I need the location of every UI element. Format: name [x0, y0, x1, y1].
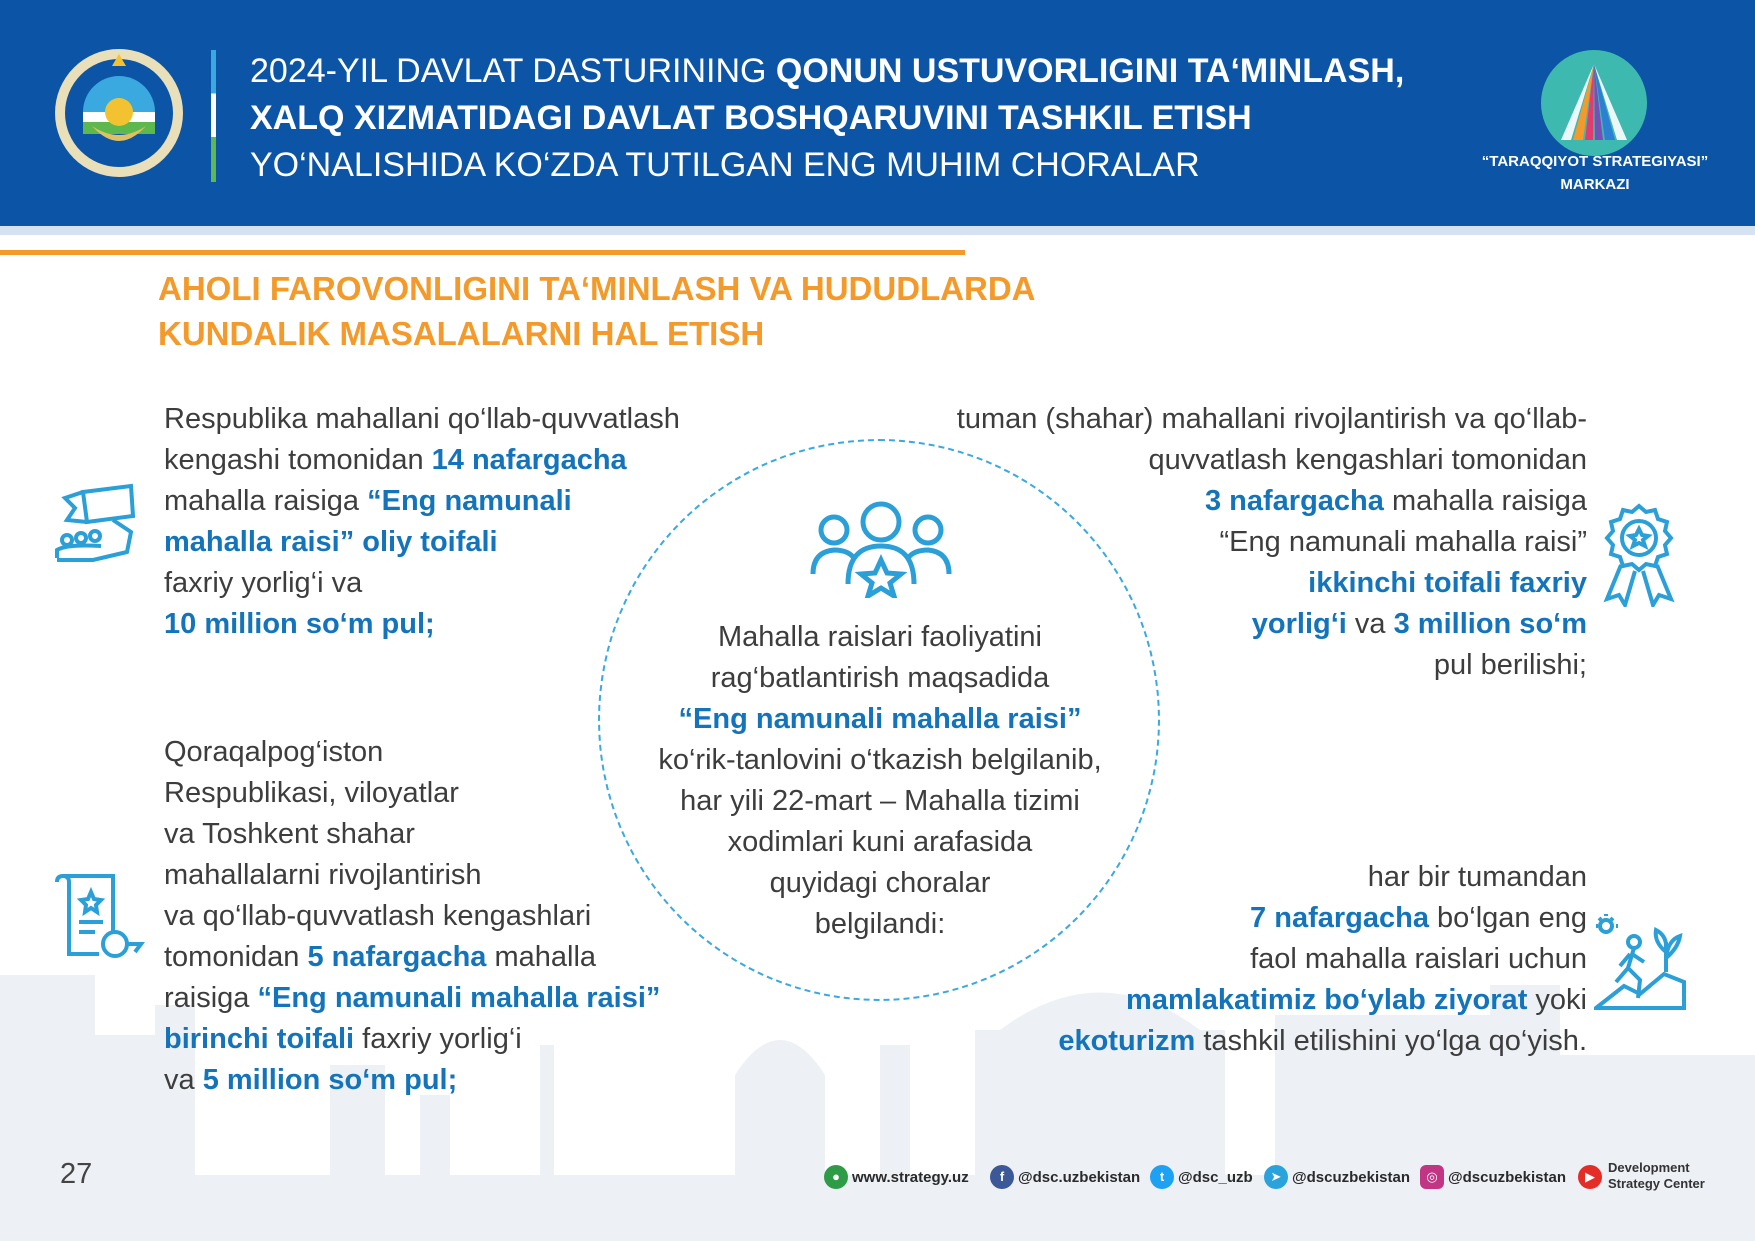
center-text: Mahalla raislari faoliyatini rag‘batlantirish maqsadida “Eng namunali mahalla raisi” ko‘rik-tanlovini o‘tkazish belgilanib, har yili 22-mart – Mahalla tizimi xodimlari kuni arafasida quyidagi choralar belgilandi: — [658, 621, 1102, 940]
section-divider — [0, 250, 965, 255]
strategy-center-logo-icon — [1541, 50, 1647, 156]
footer-telegram[interactable]: ➤ @dscuzbekistan — [1264, 1165, 1410, 1189]
header-stripe — [0, 226, 1755, 235]
page-number: 27 — [60, 1158, 93, 1190]
section-title: AHOLI FAROVONLIGINI TA‘MINLASH VA HUDUDLARDA KUNDALIK MASALALARNI HAL ETISH — [158, 270, 1036, 352]
footer-youtube: Development Strategy Center — [1608, 1160, 1705, 1191]
header-divider — [211, 50, 216, 182]
footer-facebook[interactable]: f @dsc.uzbekistan — [990, 1165, 1140, 1189]
team-star-icon — [808, 500, 954, 598]
state-emblem-icon — [52, 46, 187, 181]
facebook-icon: f — [990, 1165, 1014, 1189]
hiking-ecotourism-icon — [1594, 912, 1686, 1010]
flag-hands-icon — [53, 482, 143, 572]
page-title: 2024-YIL DAVLAT DASTURINING QONUN USTUVORLIGINI TA‘MINLASH, XALQ XIZMATIDAGI DAVLAT BOSHQARUVINI TASHKIL ETISH YO‘NALISHIDA KO‘ZDA TUTILGAN ENG MUHIM CHORALAR — [250, 52, 1405, 184]
twitter-icon: t — [1150, 1165, 1174, 1189]
footer-instagram[interactable]: ◎ @dscuzbekistan — [1420, 1165, 1566, 1189]
certificate-icon — [55, 872, 145, 962]
instagram-icon: ◎ — [1420, 1165, 1444, 1189]
top-right-text: tuman (shahar) mahallani rivojlantirish va qo‘llab- quvvatlash kengashlari tomonidan 3 nafargacha mahalla raisiga “Eng namunali mahalla raisi” ikkinchi toifali faxriy yorlig‘i va 3 million so‘m pul berilishi; — [956, 403, 1587, 681]
youtube-icon[interactable]: ▶ — [1578, 1165, 1602, 1189]
footer-website[interactable]: ● www.strategy.uz — [824, 1165, 969, 1189]
footer-twitter[interactable]: t @dsc_uzb — [1150, 1165, 1253, 1189]
bottom-left-text: Qoraqalpog‘iston Respublikasi, viloyatlar va Toshkent shahar mahallalarni rivojlantirish va qo‘llab-quvvatlash kengashlari tomonidan 5 nafargacha mahalla raisiga “Eng namunali mahalla raisi” birinchi toifali faxriy yorlig‘i va 5 million so‘m pul; — [164, 736, 661, 1096]
bottom-right-text: har bir tumandan 7 nafargacha bo‘lgan eng faol mahalla raislari uchun mamlakatimiz bo‘ylab ziyorat yoki ekoturizm tashkil etilishini yo‘lga qo‘yish. — [1058, 861, 1587, 1057]
top-left-text: Respublika mahallani qo‘llab-quvvatlash kengashi tomonidan 14 nafargacha mahalla raisiga “Eng namunali mahalla raisi” oliy toifali faxriy yorlig‘i va 10 million so‘m pul; — [164, 403, 680, 640]
header-banner — [0, 0, 1755, 226]
award-rosette-icon — [1599, 503, 1679, 607]
logo-caption: “TARAQQIYOT STRATEGIYASI” MARKAZI — [1481, 153, 1709, 193]
globe-icon: ● — [824, 1165, 848, 1189]
telegram-icon: ➤ — [1264, 1165, 1288, 1189]
